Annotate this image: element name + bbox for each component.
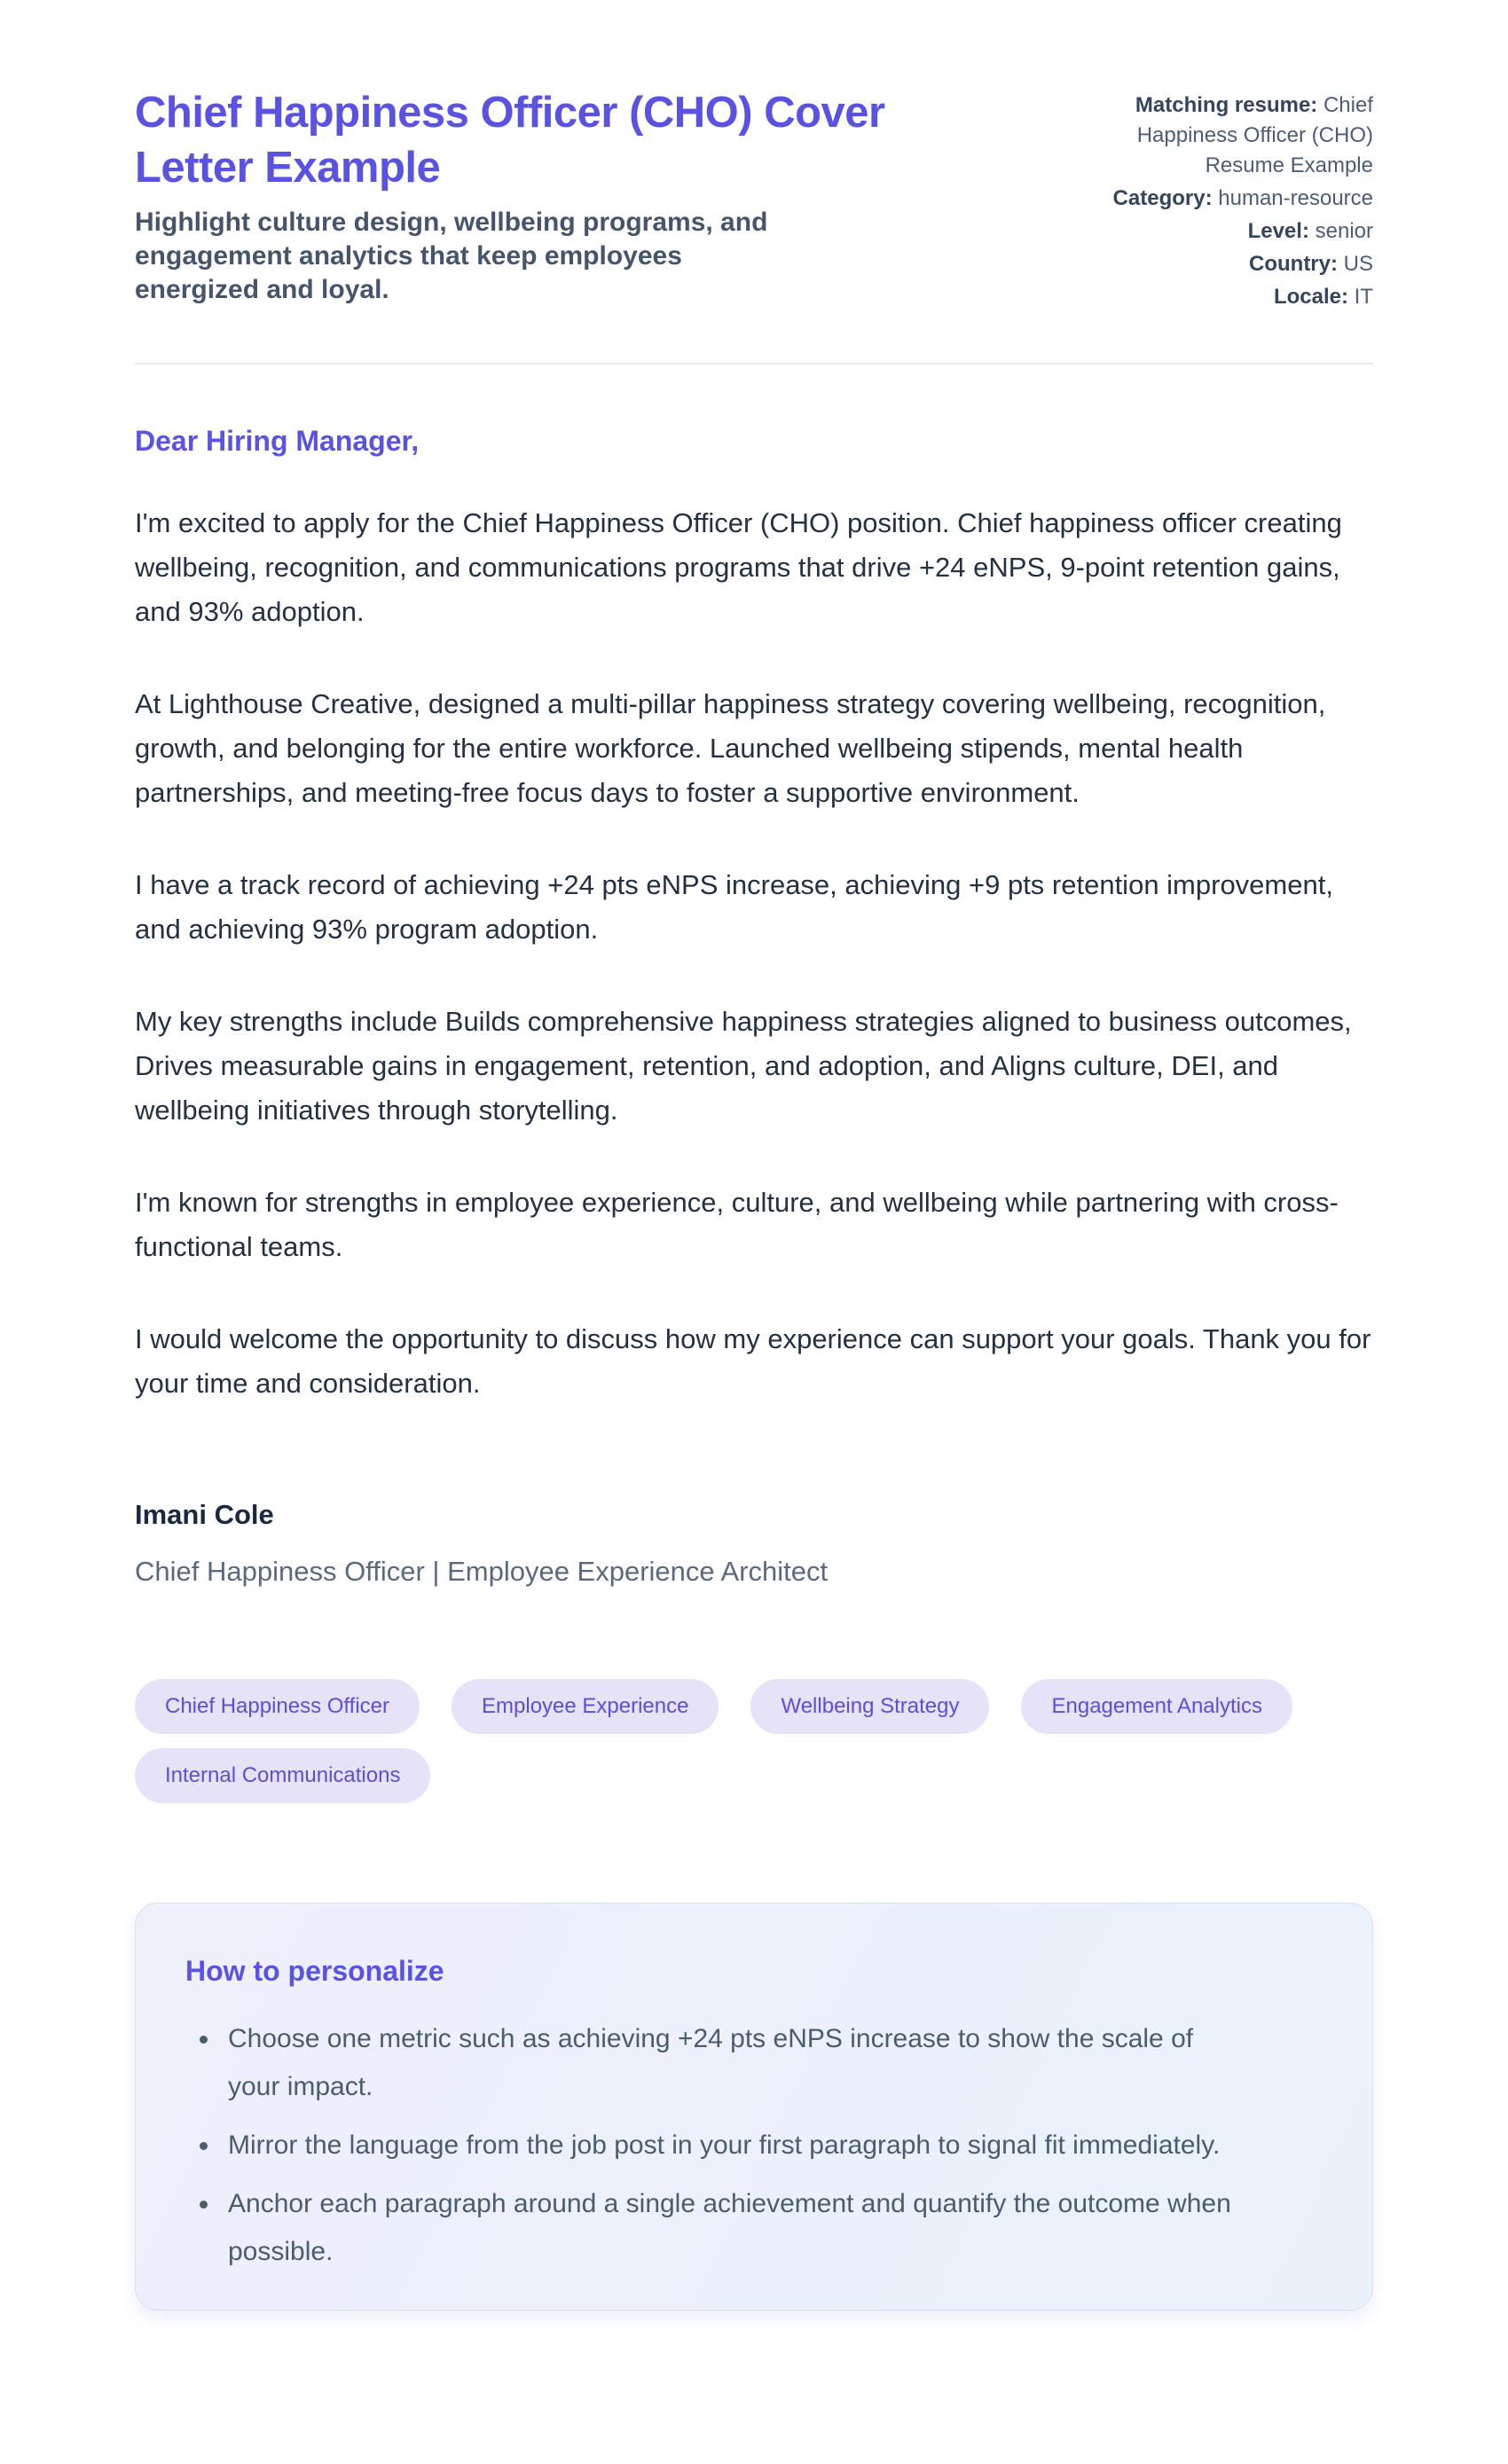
letter-body — [135, 423, 1373, 2311]
signature-name: Imani Cole — [135, 1499, 274, 1530]
meta-row — [1072, 216, 1373, 247]
page-subtitle: Highlight culture design, wellbeing programs, and engagement analytics that keep employees energized and loyal. — [135, 208, 768, 304]
signature-block — [135, 1498, 1373, 1589]
page-title: Chief Happiness Officer (CHO) Cover Letter Example — [135, 89, 885, 192]
letter-paragraph: I would welcome the opportunity to discuss how my experience can support your goals. Thank you for your time and consideration. — [135, 1323, 1371, 1399]
letter-paragraph: I'm excited to apply for the Chief Happiness Officer (CHO) position. Chief happiness officer creating wellbeing, recognition, and communications programs that drive +24 eNPS, 9-point retention gains, and 93% adoption. — [135, 507, 1342, 627]
tips-list — [185, 2015, 1316, 2276]
meta-label: Matching resume: — [1135, 93, 1318, 117]
meta-label: Category: — [1112, 186, 1213, 210]
tips-item: • Anchor each paragraph around a single achievement and quantify the outcome when possible. — [221, 2180, 1248, 2276]
header-divider — [135, 363, 1373, 365]
meta-label: Locale: — [1273, 285, 1348, 309]
letter-paragraph: My key strengths include Builds comprehensive happiness strategies aligned to business outcomes, Drives measurable gains in engagement, retention, and adoption, and Aligns culture, DEI, and wellbeing initiatives through storytelling. — [135, 1006, 1352, 1126]
signature-role: Chief Happiness Officer | Employee Experience Architect — [135, 1556, 829, 1587]
meta-value: human-resource — [1218, 186, 1373, 210]
letter-paragraph: At Lighthouse Creative, designed a multi-pillar happiness strategy covering wellbeing, recognition, growth, and belonging for the entire workforce. Launched wellbeing stipends, mental health partnerships, and meeting-free focus days to foster a supportive environment. — [135, 688, 1326, 808]
meta-label: Country: — [1249, 252, 1338, 276]
meta-value: IT — [1354, 285, 1373, 309]
letter-paragraphs — [135, 501, 1373, 1406]
how-to-personalize-card — [135, 1903, 1373, 2311]
letter-greeting: Dear Hiring Manager, — [135, 425, 420, 457]
tag-chip[interactable]: Chief Happiness Officer — [135, 1679, 420, 1734]
meta-value: Chief Happiness Officer (CHO) Resume Example — [1136, 93, 1373, 177]
tips-item: • Choose one metric such as achieving +24 pts eNPS increase to show the scale of your impact. — [221, 2015, 1248, 2111]
meta-row — [1072, 282, 1373, 312]
title-column — [135, 85, 1036, 307]
header-row — [135, 85, 1373, 315]
tag-chip[interactable]: Wellbeing Strategy — [750, 1679, 989, 1734]
meta-row — [1072, 90, 1373, 181]
meta-row — [1072, 249, 1373, 279]
tag-chip[interactable]: Employee Experience — [452, 1679, 719, 1734]
letter-paragraph: I have a track record of achieving +24 pts eNPS increase, achieving +9 pts retention improvement, and achieving 93% program adoption. — [135, 869, 1333, 945]
meta-value: US — [1343, 252, 1373, 276]
tag-chip[interactable]: Engagement Analytics — [1021, 1679, 1292, 1734]
page-header — [135, 85, 1373, 365]
tag-list — [135, 1679, 1373, 1803]
resume-meta-panel — [1072, 85, 1373, 315]
meta-value: senior — [1315, 219, 1373, 243]
tag-chip[interactable]: Internal Communications — [135, 1748, 430, 1803]
tips-title: How to personalize — [185, 1955, 444, 1987]
tips-item: • Mirror the language from the job post in your first paragraph to signal fit immediately. — [221, 2122, 1248, 2170]
letter-paragraph: I'm known for strengths in employee experience, culture, and wellbeing while partnering with cross-functional teams. — [135, 1187, 1339, 1262]
meta-row — [1072, 184, 1373, 214]
meta-label: Level: — [1247, 219, 1309, 243]
